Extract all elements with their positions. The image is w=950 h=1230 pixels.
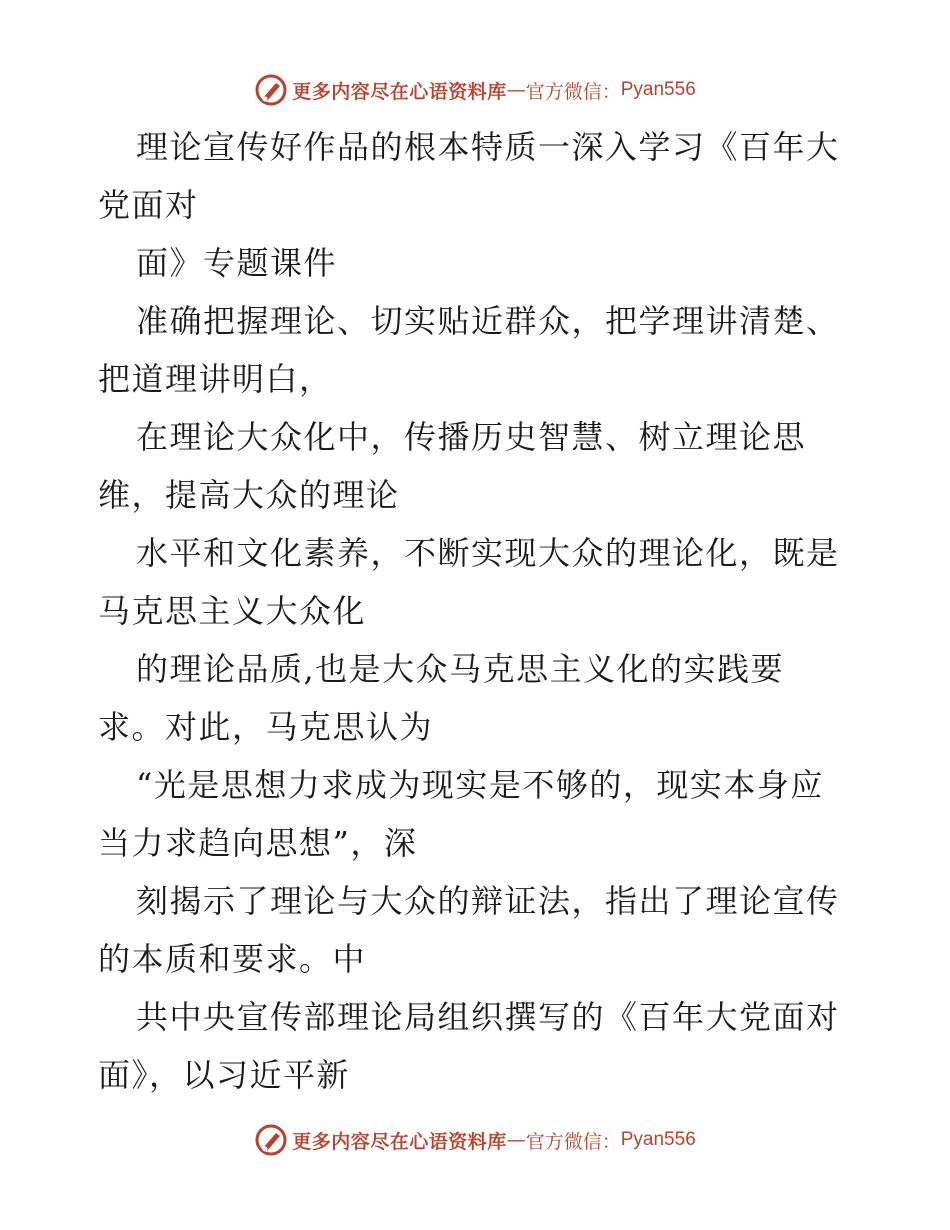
paragraph-line: 当力求趋向思想”，深 <box>98 824 418 862</box>
paragraph-line: “光是思想力求成为现实是不够的，现实本身应 <box>136 766 824 804</box>
paragraph-line: 在理论大众化中，传播历史智慧、树立理论思 <box>136 418 807 456</box>
paragraph-line: 面》专题课件 <box>136 244 338 282</box>
footer-dash: — <box>506 1129 526 1151</box>
footer-banner <box>0 1120 950 1160</box>
paragraph-line: 马克思主义大众化 <box>98 592 367 630</box>
header-banner <box>0 70 950 110</box>
paragraph <box>98 640 858 756</box>
paragraph <box>98 118 858 234</box>
paragraph-line: 水平和文化素养，不断实现大众的理论化，既是 <box>136 534 840 572</box>
paragraph-line: 党面对 <box>98 186 199 224</box>
header-wechat-id: Pyan556 <box>620 79 696 100</box>
paragraph-line: 把道理讲明白， <box>98 360 333 398</box>
paragraph-line: 共中央宣传部理论局组织撰写的《百年大党面对 <box>136 998 840 1036</box>
paragraph-line: 的本质和要求。中 <box>98 940 367 978</box>
paragraph-line: 理论宣传好作品的根本特质一深入学习《百年大 <box>136 128 840 166</box>
paragraph-line: 的理论品质,也是大众马克思主义化的实践要 <box>136 650 785 688</box>
pen-logo-icon <box>254 1123 288 1157</box>
document-body <box>98 118 858 1104</box>
paragraph <box>98 234 858 292</box>
paragraph <box>98 292 858 408</box>
paragraph-line: 维，提高大众的理论 <box>98 476 400 514</box>
footer-wechat-id: Pyan556 <box>620 1129 696 1150</box>
paragraph-line: 求。对此，马克思认为 <box>98 708 434 746</box>
paragraph-line: 面》，以习近平新 <box>98 1056 351 1094</box>
paragraph <box>98 524 858 640</box>
paragraph-line: 刻揭示了理论与大众的辩证法，指出了理论宣传 <box>136 882 840 920</box>
paragraph <box>98 988 858 1104</box>
paragraph <box>98 756 858 872</box>
pen-logo-icon <box>254 73 288 107</box>
paragraph-line: 准确把握理论、切实贴近群众，把学理讲清楚、 <box>136 302 840 340</box>
header-wechat-label: 官方微信： <box>525 80 621 103</box>
header-brand-text: 更多内容尽在心语资料库 <box>292 80 507 103</box>
paragraph <box>98 408 858 524</box>
footer-wechat-label: 官方微信： <box>525 1130 621 1153</box>
footer-brand-text: 更多内容尽在心语资料库 <box>292 1130 507 1153</box>
header-dash: — <box>506 79 526 101</box>
paragraph <box>98 872 858 988</box>
